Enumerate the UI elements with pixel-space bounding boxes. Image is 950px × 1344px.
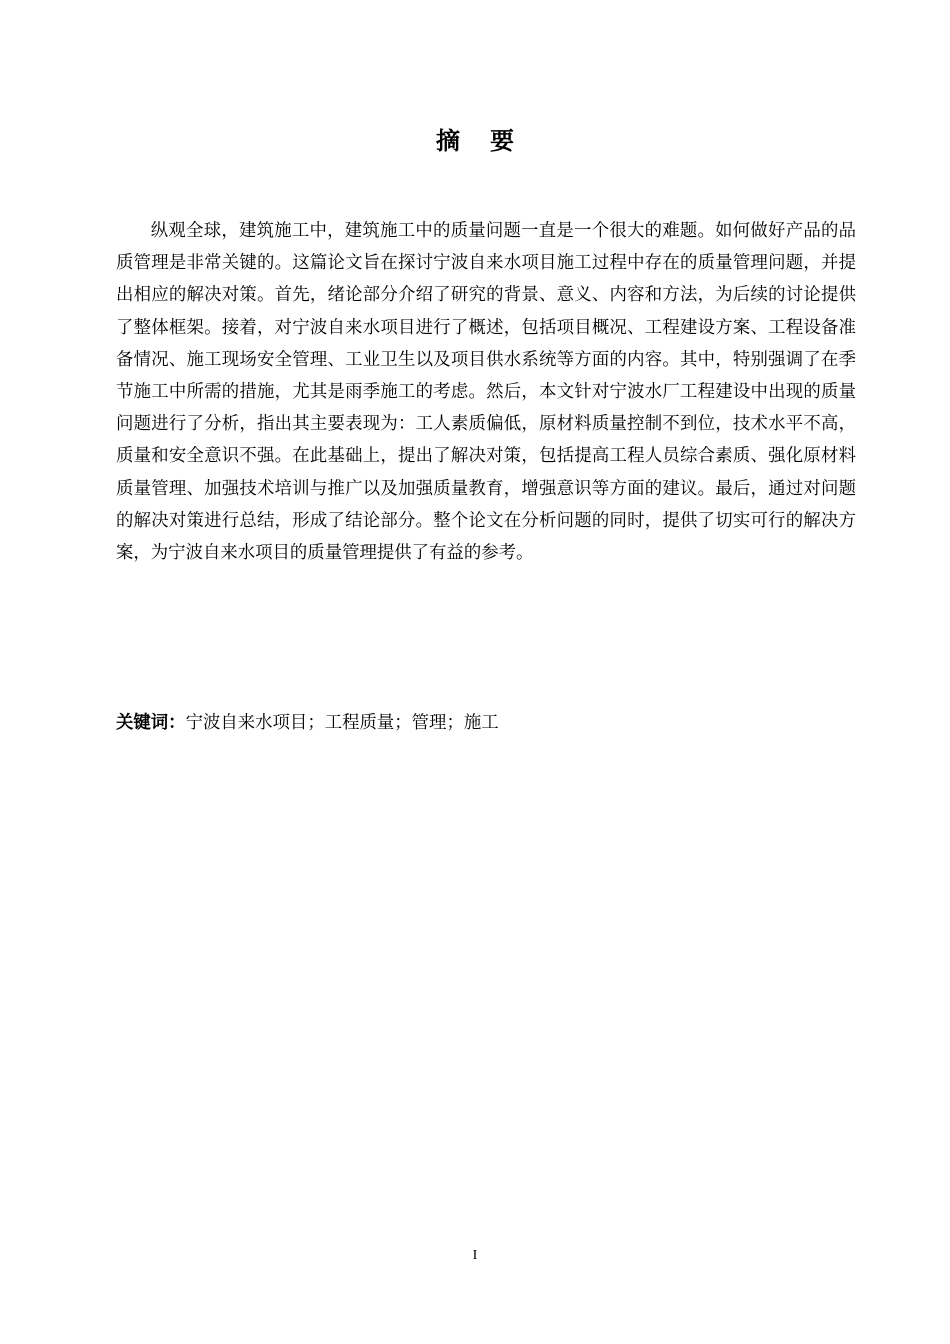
abstract-title-part1: 摘 [436,127,460,155]
keywords-line [116,707,856,739]
abstract-body: 纵观全球，建筑施工中，建筑施工中的质量问题一直是一个很大的难题。如何做好产品的品质管理是非常关键的。这篇论文旨在探讨宁波自来水项目施工过程中存在的质量管理问题，并提出相应的解决对策。首先，绪论部分介绍了研究的背景、意义、内容和方法，为后续的讨论提供了整体框架。接着，对宁波自来水项目进行了概述，包括项目概况、工程建设方案、工程设备准备情况、施工现场安全管理、工业卫生以及项目供水系统等方面的内容。其中，特别强调了在季节施工中所需的措施，尤其是雨季施工的考虑。然后，本文针对宁波水厂工程建设中出现的质量问题进行了分析，指出其主要表现为：工人素质偏低，原材料质量控制不到位，技术水平不高，质量和安全意识不强。在此基础上，提出了解决对策，包括提高工程人员综合素质、强化原材料质量管理、加强技术培训与推广以及加强质量教育，增强意识等方面的建议。最后，通过对问题的解决对策进行总结，形成了结论部分。整个论文在分析问题的同时，提供了切实可行的解决方案，为宁波自来水项目的质量管理提供了有益的参考。 [116,221,856,564]
abstract-title [0,124,950,158]
keywords-value: 宁波自来水项目；工程质量；管理；施工 [185,713,499,733]
page-number: I [472,1248,478,1263]
keywords-label: 关键词： [116,713,186,733]
abstract-title-part2: 要 [490,127,514,155]
